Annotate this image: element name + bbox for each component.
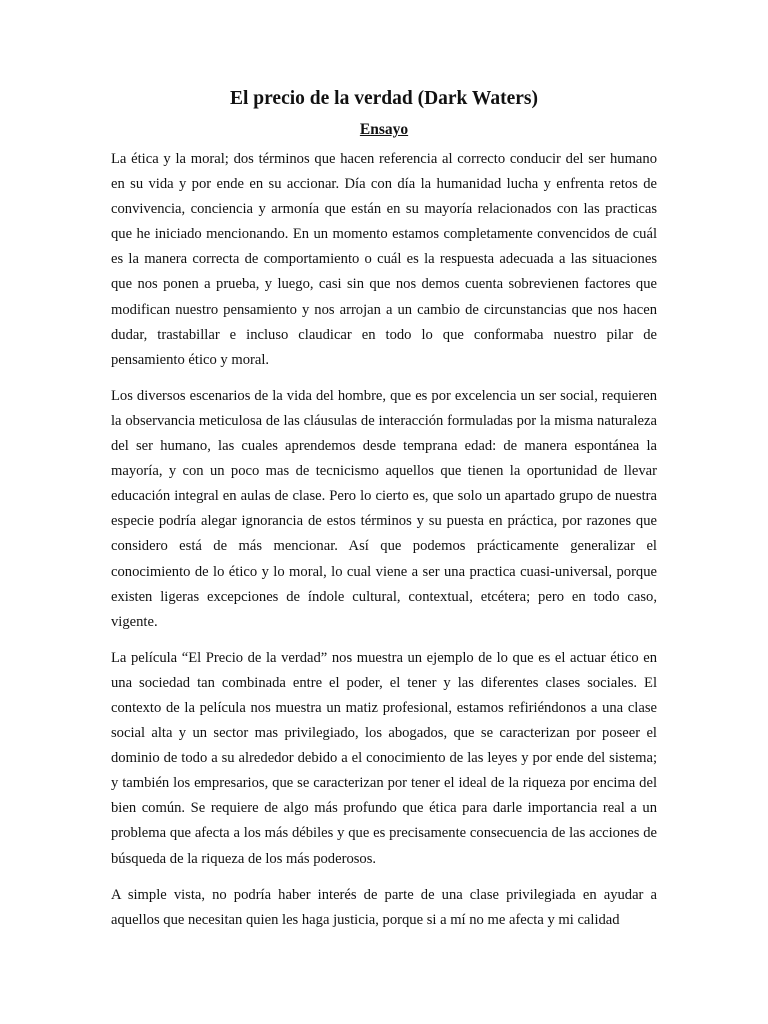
paragraph-1: La ética y la moral; dos términos que hacen referencia al correcto conducir del ser humano en su vida y por ende en su accionar. Día con día la humanidad lucha y enfrenta retos de convivencia, conciencia y armonía que están en su mayoría relacionados con las practicas que he iniciado mencionando. En un momento estamos completamente convencidos de cuál es la manera correcta de comportamiento o cuál es la respuesta adecuada a las situaciones que nos ponen a prueba, y luego, casi sin que nos demos cuenta sobrevienen factores que modifican nuestro pensamiento y nos arrojan a un cambio de circunstancias que nos hacen dudar, trastabillar e incluso claudicar en todo lo que conformaba nuestro pilar de pensamiento ético y moral. [111, 151, 657, 368]
document-body [111, 147, 657, 944]
document-title: El precio de la verdad (Dark Waters) [229, 88, 538, 109]
paragraph-4: A simple vista, no podría haber interés de parte de una clase privilegiada en ayudar a aquellos que necesitan quien les haga justicia, porque si a mí no me afecta y mi calidad [111, 886, 657, 928]
document-subtitle: Ensayo [359, 121, 409, 138]
paragraph-2: Los diversos escenarios de la vida del hombre, que es por excelencia un ser social, requieren la observancia meticulosa de las cláusulas de interacción formuladas por la misma naturaleza del ser humano, las cuales aprendemos desde temprana edad: de manera espontánea la mayoría, y con un poco mas de tecnicismo aquellos que tienen la oportunidad de llevar educación integral en aulas de clase. Pero lo cierto es, que solo un apartado grupo de nuestra especie podría alegar ignorancia de estos términos y su puesta en práctica, por razones que considero está de más mencionar. Así que podemos prácticamente generalizar el conocimiento de lo ético y lo moral, lo cual viene a ser una practica cuasi-universal, porque existen ligeras excepciones de índole cultural, contextual, etcétera; pero en todo caso, vigente. [111, 387, 657, 630]
paragraph-3: La película “El Precio de la verdad” nos muestra un ejemplo de lo que es el actuar ético en una sociedad tan combinada entre el poder, el tener y las diferentes clases sociales. El contexto de la película nos muestra un matiz profesional, estamos refiriéndonos a una clase social alta y un sector mas privilegiado, los abogados, que se caracterizan por poseer el dominio de todo a su alrededor debido a el conocimiento de las leyes y por ende del sistema; y también los empresarios, que se caracterizan por tener el ideal de la riqueza por encima del bien común. Se requiere de algo más profundo que ética para darle importancia real a un problema que afecta a los más débiles y que es precisamente consecuencia de las acciones de búsqueda de la riqueza de los más poderosos. [111, 649, 657, 867]
